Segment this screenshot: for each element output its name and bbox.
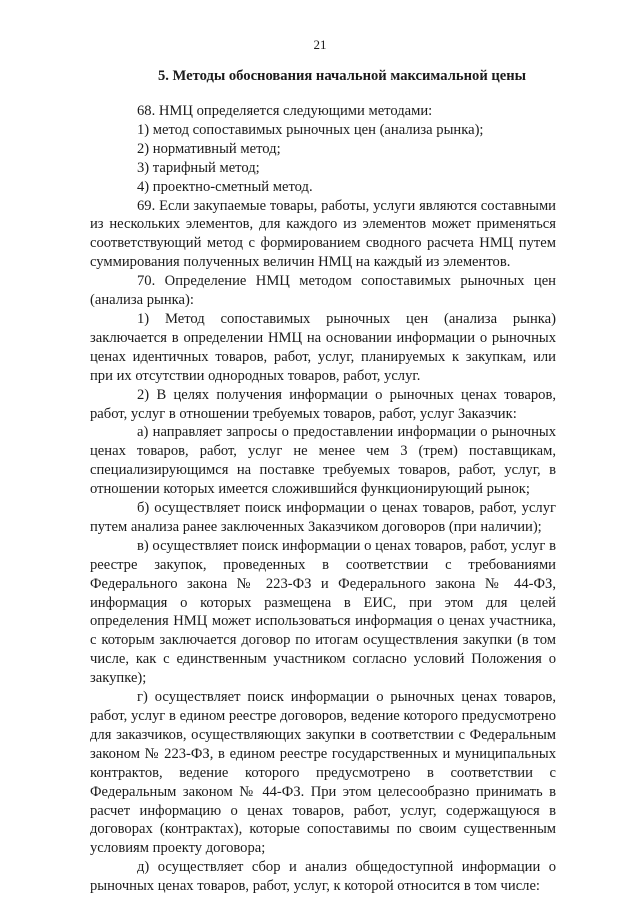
paragraph-70: 70. Определение НМЦ методом сопоставимых рыночных цен (анализа рынка): — [90, 273, 556, 309]
subitem-b: б) осуществляет поиск информации о ценах товаров, работ, услуг путем анализа ранее заключенных Заказчиком договоров (при наличии); — [90, 500, 556, 535]
subitem-v: в) осуществляет поиск информации о ценах товаров, работ, услуг в реестре закупок, проведенных в соответствии с требованиями Федерального закона № 223-ФЗ и Федерального закона № 44-ФЗ, информация о которых размещена в ЕИС, при этом для целей определения НМЦ может использоваться информация о ценах участника, с которым заключается договор по итогам осуществления закупки (в том числе, как с единственным участником согласно условий Положения о закупке); — [90, 537, 556, 687]
list-item-3: 3) тарифный метод; — [137, 159, 260, 176]
list-item-4: 4) проектно-сметный метод. — [137, 178, 313, 195]
section-heading: 5. Методы обоснования начальной максимальной цены — [157, 68, 527, 84]
page-number: 21 — [313, 37, 327, 52]
subitem-a: а) направляет запросы о предоставлении информации о рыночных ценах товаров, работ, услуг не менее чем 3 (трем) поставщикам, специализирующимся на поставке требуемых товаров, работ, услуг, в отношении которых имеется сложившийся функционирующий рынок; — [90, 424, 556, 498]
subitem-g: г) осуществляет поиск информации о рыночных ценах товаров, работ, услуг в едином реестре договоров, ведение которого предусмотрено для заказчиков, осуществляющих закупки в соответствии с Федеральным законом № 223-ФЗ, в едином реестре государственных и муниципальных контрактов, ведение которого предусмотрено в соответствии с Федеральным законом № 44-ФЗ. При этом целесообразно принимать в расчет информацию о ценах товаров, работ, услуг, содержащуюся в договорах (контрактах), которые сопоставимы по своим существенным условиям проекту договора; — [90, 689, 556, 857]
paragraph-69: 69. Если закупаемые товары, работы, услуги являются составными из нескольких элементов, для каждого из элементов может применяться соответствующий метод с формированием сводного расчета НМЦ путем суммирования полученных величин НМЦ на каждый из элементов. — [90, 197, 556, 271]
list-item-2: 2) нормативный метод; — [137, 140, 281, 157]
subitem-d: д) осуществляет сбор и анализ общедоступной информации о рыночных ценах товаров, работ, услуг, к которой относится в том числе: — [90, 859, 556, 895]
document-body — [90, 102, 556, 896]
paragraph-68: 68. НМЦ определяется следующими методами: — [137, 103, 433, 119]
paragraph-70-2: 2) В целях получения информации о рыночных ценах товаров, работ, услуг в отношении требуемых товаров, работ, услуг Заказчик: — [90, 386, 556, 422]
paragraph-70-1: 1) Метод сопоставимых рыночных цен (анализа рынка) заключается в определении НМЦ на основании информации о рыночных ценах идентичных товаров, работ, услуг, планируемых к закупкам, или при их отсутствии однородных товаров, работ, услуг. — [90, 310, 556, 384]
list-item-1: 1) метод сопоставимых рыночных цен (анализа рынка); — [137, 121, 484, 138]
